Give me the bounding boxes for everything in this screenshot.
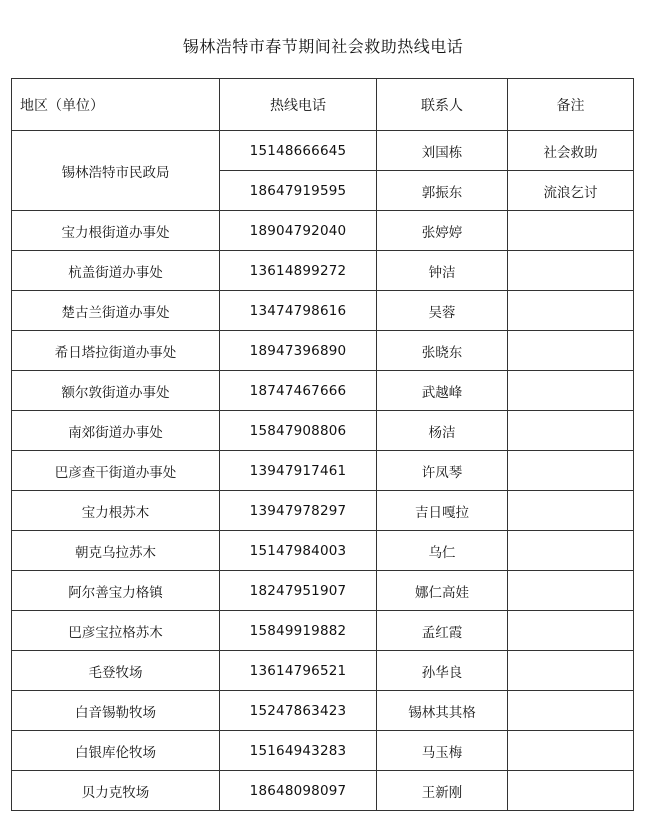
contact-cell: 张晓东	[377, 331, 508, 371]
table-row	[12, 251, 634, 291]
table-row	[12, 451, 634, 491]
table-row	[12, 611, 634, 651]
contact-cell: 孙华良	[377, 651, 508, 691]
phone-cell: 15148666645	[220, 131, 377, 171]
phone-cell: 13947917461	[220, 451, 377, 491]
table-row	[12, 131, 634, 171]
note-cell	[508, 731, 634, 771]
contact-cell: 杨洁	[377, 411, 508, 451]
contact-cell: 马玉梅	[377, 731, 508, 771]
note-cell	[508, 251, 634, 291]
note-cell	[508, 571, 634, 611]
header-contact: 联系人	[377, 79, 508, 131]
contact-cell: 钟洁	[377, 251, 508, 291]
region-cell: 白音锡勒牧场	[12, 691, 220, 731]
table-row	[12, 411, 634, 451]
header-region: 地区（单位）	[12, 79, 220, 131]
phone-cell: 18247951907	[220, 571, 377, 611]
note-cell	[508, 611, 634, 651]
contact-cell: 娜仁高娃	[377, 571, 508, 611]
table-header-row	[12, 79, 634, 131]
document-title: 锡林浩特市春节期间社会救助热线电话	[182, 37, 464, 56]
note-cell	[508, 451, 634, 491]
region-cell: 楚古兰街道办事处	[12, 291, 220, 331]
table-row	[12, 771, 634, 811]
note-cell	[508, 371, 634, 411]
table-row	[12, 211, 634, 251]
note-cell: 社会救助	[508, 131, 634, 171]
phone-cell: 15847908806	[220, 411, 377, 451]
phone-cell: 18648098097	[220, 771, 377, 811]
table-row	[12, 531, 634, 571]
phone-cell: 13947978297	[220, 491, 377, 531]
contact-cell: 张婷婷	[377, 211, 508, 251]
phone-cell: 18947396890	[220, 331, 377, 371]
note-cell	[508, 771, 634, 811]
note-cell	[508, 291, 634, 331]
note-cell	[508, 331, 634, 371]
phone-cell: 15849919882	[220, 611, 377, 651]
table-row	[12, 651, 634, 691]
phone-cell: 13614899272	[220, 251, 377, 291]
region-cell: 白银库伦牧场	[12, 731, 220, 771]
region-cell: 宝力根苏木	[12, 491, 220, 531]
note-cell	[508, 491, 634, 531]
table-row	[12, 491, 634, 531]
region-cell: 阿尔善宝力格镇	[12, 571, 220, 611]
phone-cell: 15164943283	[220, 731, 377, 771]
phone-cell: 18747467666	[220, 371, 377, 411]
contact-cell: 武越峰	[377, 371, 508, 411]
region-cell: 希日塔拉街道办事处	[12, 331, 220, 371]
note-cell	[508, 211, 634, 251]
contact-cell: 锡林其其格	[377, 691, 508, 731]
contact-cell: 吉日嘎拉	[377, 491, 508, 531]
region-cell: 锡林浩特市民政局	[12, 131, 220, 211]
table-row	[12, 371, 634, 411]
note-cell	[508, 411, 634, 451]
phone-cell: 13474798616	[220, 291, 377, 331]
contact-cell: 孟红霞	[377, 611, 508, 651]
table-row	[12, 731, 634, 771]
contact-cell: 郭振东	[377, 171, 508, 211]
phone-cell: 18904792040	[220, 211, 377, 251]
region-cell: 杭盖街道办事处	[12, 251, 220, 291]
region-cell: 巴彦宝拉格苏木	[12, 611, 220, 651]
phone-cell: 18647919595	[220, 171, 377, 211]
region-cell: 宝力根街道办事处	[12, 211, 220, 251]
note-cell	[508, 691, 634, 731]
contact-cell: 王新刚	[377, 771, 508, 811]
region-cell: 额尔敦街道办事处	[12, 371, 220, 411]
region-cell: 巴彦查干街道办事处	[12, 451, 220, 491]
region-cell: 贝力克牧场	[12, 771, 220, 811]
region-cell: 毛登牧场	[12, 651, 220, 691]
contact-cell: 许凤琴	[377, 451, 508, 491]
note-cell: 流浪乞讨	[508, 171, 634, 211]
table-row	[12, 331, 634, 371]
phone-cell: 15247863423	[220, 691, 377, 731]
table-row	[12, 291, 634, 331]
table-row	[12, 691, 634, 731]
header-note: 备注	[508, 79, 634, 131]
region-cell: 朝克乌拉苏木	[12, 531, 220, 571]
table-row	[12, 571, 634, 611]
phone-cell: 13614796521	[220, 651, 377, 691]
note-cell	[508, 651, 634, 691]
hotline-table	[11, 78, 634, 811]
phone-cell: 15147984003	[220, 531, 377, 571]
contact-cell: 刘国栋	[377, 131, 508, 171]
note-cell	[508, 531, 634, 571]
contact-cell: 乌仁	[377, 531, 508, 571]
contact-cell: 吴蓉	[377, 291, 508, 331]
region-cell: 南郊街道办事处	[12, 411, 220, 451]
header-phone: 热线电话	[220, 79, 377, 131]
